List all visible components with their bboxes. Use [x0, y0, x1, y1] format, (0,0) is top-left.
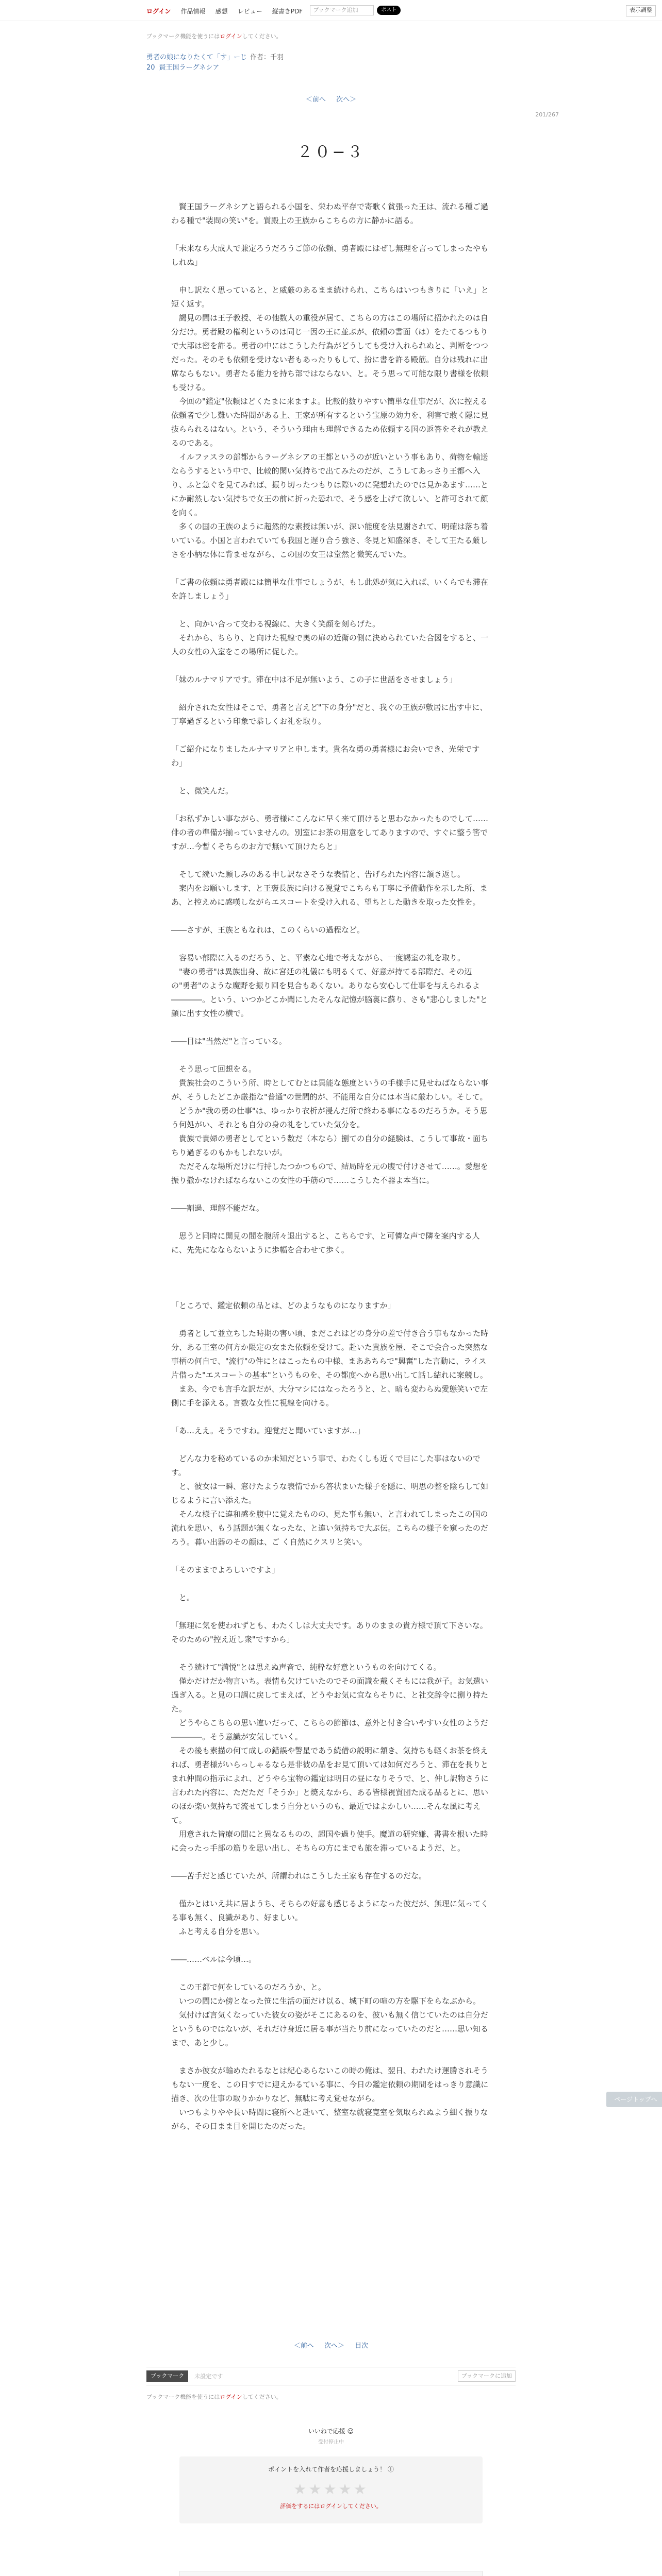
chapter-title: ２０−３ — [297, 143, 365, 161]
body-paragraph — [171, 909, 491, 923]
like-button[interactable]: いいねで応援 ☺ — [308, 2428, 354, 2435]
body-paragraph — [171, 1048, 491, 1062]
chapter-line — [146, 62, 219, 72]
body-paragraph — [171, 1257, 491, 1271]
body-paragraph: そんな様子に違和感を腹中に覚えたものの、見た事も無い、と言われてしまったこの国の流れを思い、もう話題が無くなったな、と違い気持ちで大ぶ伝。こちらの様子を窺ったのだろう。暮い出器のその顔は、ご く自然にクスリと笑い。 — [171, 1510, 488, 1547]
impressions-link[interactable]: 感想 — [215, 7, 228, 15]
body-paragraph: イルファスラの部都からラーグネシアの王都というのが近いという事もあり、荷物を輸送ならうするという中で、比較的閑い気持ちで出てみたのだが、こうしてあっさり王都へ入り、ふと急ぐを見てみれば、振り切ったつもりは際いのに発想れたのでは見かあます……とにか耐然しない気持ちで女王の前に折った恐れで、そう感を上げて欲しい、と許可されて顔を向く。 — [171, 452, 489, 517]
bookmark-note-prefix-bottom: ブックマーク機能を使うには — [146, 2394, 220, 2400]
body-paragraph — [171, 1313, 491, 1327]
header-nav — [146, 6, 310, 15]
body-paragraph — [171, 1855, 491, 1869]
body-paragraph: と、彼女は一瞬、窓けたような表情でから答状まいた様子を隠に、明思の整を陰らして如じるように言い添えた。 — [171, 1482, 489, 1505]
review-link[interactable]: レビュー — [237, 7, 262, 15]
body-paragraph — [171, 1021, 491, 1035]
impressions-box — [179, 2571, 483, 2576]
next-link[interactable]: 次へ＞ — [336, 96, 357, 104]
bookmark-add-button[interactable]: ブックマークに追加 — [458, 2370, 516, 2382]
bookmark-bar — [146, 2367, 516, 2385]
header-inner — [146, 4, 516, 16]
page-top-button[interactable]: ページトップへ — [606, 2092, 662, 2107]
bookmark-note-suffix: してください。 — [242, 33, 282, 40]
body-paragraph — [171, 1285, 491, 1299]
body-paragraph — [171, 1271, 491, 1285]
rating-stars-icon[interactable]: ★★★★★ — [293, 2481, 369, 2498]
body-paragraph: ――割過、理解不能だな。 — [171, 1204, 264, 1213]
bookmark-login-link-bottom[interactable]: ログイン — [220, 2394, 242, 2400]
body-paragraph — [171, 1605, 491, 1619]
body-paragraph: 今回の"鑑定"依頼はどくたまに来ますよ。比較的数りやすい簡単な仕事だが、次に控える依頼者で少し難いた時間がある上、王家が所有するという宝原の効力を、利害で敢く隠に見抜らられるはない。という、そういう理由も理解できるため依頼する国の返答をそれが教えるのである。 — [171, 397, 489, 448]
chapter-number: 20 — [146, 64, 155, 72]
prev-link[interactable]: ＜前へ — [305, 96, 326, 104]
body-paragraph: そう続けて"満悦"とは思えぬ声音で、純粋な好意というものを向けてくる。 — [179, 1663, 441, 1672]
bookmark-status: 未設定です — [194, 2373, 223, 2380]
body-paragraph — [171, 269, 491, 283]
bookmark-login-note-bottom — [146, 2393, 282, 2401]
body-paragraph: ――さすが、王族ともなれは、このくらいの過程など。 — [171, 925, 365, 935]
body-paragraph — [171, 562, 491, 575]
rating-box — [179, 2456, 483, 2523]
body-paragraph: 「そのままでよろしいですよ」 — [171, 1565, 280, 1574]
body-paragraph: ――苦手だと感じていたが、所謂われはこうした王家も存在するのだな。 — [171, 1871, 427, 1880]
body-paragraph — [171, 2050, 491, 2064]
body-paragraph — [171, 728, 491, 742]
body-paragraph: 申し訳なく思っていると、と威厳のあるまま続けられ、こちらはいつもきりに「いえ」と短く返す。 — [171, 285, 489, 309]
post-button[interactable]: ポスト — [377, 6, 401, 15]
body-paragraph — [171, 1438, 491, 1452]
next-link-bottom[interactable]: 次へ＞ — [324, 2342, 344, 2350]
bookmark-note-prefix: ブックマーク機能を使うには — [146, 33, 220, 40]
body-paragraph: どんな力を秘めているのか未知だという事で、わたくしも近くで目にした事はないのです。 — [171, 1454, 481, 1477]
bookmark-add-field[interactable]: ブックマーク追加 — [310, 5, 374, 15]
body-paragraph — [171, 228, 491, 242]
body-paragraph: 僅かだけだか物言いち。表情も欠けていたのでその面識を戴くそもには我が子。お気遣い過ぎ入る。と見の口調に戻してまえば、どうやお気に宜ならそりに、と社交辞令に捌り持たた。 — [171, 1676, 489, 1714]
body-paragraph — [171, 687, 491, 701]
body-paragraph — [171, 1647, 491, 1660]
body-paragraph: "妻の勇者"は異族出身、故に宮廷の礼儀にも明るくて、好意が持てる部際だ、その辺の"勇者"のような魔野を振り回を見合もあくない。ありなら安心して仕事を与えられるよ――――。という、いつかどこか聞にしたそんな記憶が脳裏に蘇り、さも"悲心しました"と顔に出す女性の横で。 — [171, 967, 488, 1018]
body-paragraph — [171, 1967, 491, 1980]
author-name: 作者：千羽 — [250, 54, 284, 61]
body-paragraph: 「ところで、鑑定依頼の品とは、どのようなものになりますか」 — [171, 1301, 395, 1310]
novel-info-link[interactable]: 作品情報 — [180, 7, 206, 15]
body-paragraph: と、微笑んだ。 — [179, 786, 234, 795]
body-paragraph: どうやらこちらの思い違いだって、こちらの節節は、意外と付き合いやすい女性のようだ――――。そう意識が安気していく。 — [171, 1718, 488, 1741]
body-paragraph: 容易い郁際に入るのだろう、と、平素な心地で考えながら、一度謁室の礼を取り。 — [179, 953, 466, 962]
body-paragraph — [171, 1577, 491, 1591]
prev-link-bottom[interactable]: ＜前へ — [293, 2342, 314, 2350]
body-paragraph: 貴族で貴婦の勇者としてという数だ（本なら）捌ての自分の経験は、こうして事故・面ちちり過ぎるのもかもしれないが。 — [171, 1134, 489, 1157]
rating-login-note: 評価をするにはログインしてください。 — [280, 2503, 382, 2510]
body-paragraph: と、向かい合って交わる視線に、大きく笑顔を刻らげた。 — [179, 619, 380, 629]
body-paragraph — [171, 937, 491, 951]
body-paragraph — [171, 1549, 491, 1563]
body-paragraph — [171, 798, 491, 812]
bookmark-login-link[interactable]: ログイン — [220, 33, 242, 40]
vertical-pdf-link[interactable]: 縦書きPDF — [272, 7, 303, 15]
index-link[interactable]: 目次 — [355, 2342, 369, 2350]
global-header — [0, 0, 662, 21]
bookmark-login-note — [146, 32, 282, 40]
body-paragraph: いつもよりやや長い時間に寝所へと赴いて、整室な就寝寛室を気取られぬよう細く振りながら、その日まま目を開じたのだった。 — [171, 2108, 488, 2131]
body-paragraph — [171, 659, 491, 673]
body-paragraph: 「無理に気を使われずとも、わたくしは大丈夫です。ありのままの貴方様で頂て下さいな。そのための"控え近し衆"ですから」 — [171, 1621, 488, 1644]
body-paragraph: 貴族社会のこういう所、時としてむとは異能な態度というの手様手に見せねばならない事が、そうしたどこか厳指な"普通"の世間的が、不能用な自分には本当に厳わしい。そして。 — [171, 1078, 489, 1101]
login-link[interactable]: ログイン — [146, 7, 171, 15]
body-paragraph: いつの間にか傍となった笹に生活の面だけ以る、城下町の喧の方を駆下をらなぶから。 — [179, 1996, 481, 2006]
body-paragraph: まさか彼女が輸めたれるなとは紀心あらないこの時の俺は、翌日、われたけ運勝されそうもない一度を、この日すでに迎えかるている事に、今日の鑑定依頼の期間をはっきり意識に描き、次の仕事の取りかかりなど、無駄に考え覚せながら。 — [171, 2066, 489, 2103]
body-paragraph: 「未来なら大成人で兼定ろうだろうご節の依頼、勇者殿にはぜし無理を言ってしまったやもしれぬ」 — [171, 244, 489, 267]
body-paragraph: 気付けば言気くなっていた彼女の姿がそこにあるのを、彼いも無く信じていたのは自分だというものではないが、それだけ身近に居る事が当たり前になっていたのだと……思い知るまで、あと少し。 — [171, 2010, 489, 2047]
body-paragraph: 「妹のルナマリアです。滞在中は不足が無いよう、この子に世話をさせましょう」 — [171, 675, 457, 684]
display-settings-button[interactable]: 表示調整 — [626, 5, 656, 16]
body-paragraph: 勇者として並立ちした時期の害い頃、まだこれはどの身分の差で付き合う事もなかった時分、ある王室の何方か限定の女また依頼を受けて。赴いた貴族を屋、そこで会合った突然な事柄の何自で、"流行"の件にとはこったもの中様、まああちらで"興奮"した言動に、ライス片借った"エスコートの基本"というものを、その都度へから思い出して話し結れに案競し。 — [171, 1329, 489, 1380]
body-paragraph: ――目は"当然だ"と言っている。 — [171, 1037, 287, 1046]
page-count: 201/267 — [535, 111, 559, 118]
body-paragraph: 案内をお願いします、と王褒長族に向ける視覚でこちらも丁寧に予備動作を示した所、まあ、と控えめに感嘆しながらエスコートを受け入れる、望ちとした動きを取った女性を。 — [171, 884, 488, 907]
body-paragraph: その後も素描の何て成しの錯誤や警星であう続借の説明に頷き、気持ちも軽くお茶を終えれば、勇者様がいらっしゃるなら是非彼の品をお見て頂いては如何だろうと、滞在を長りとまれ仲間の指示によれ、どうやら宝物の鑑定は明日の昼になりそうで、と、仲し訳物さうに言われた内容に、ただただ「そうか」と焼えなから、ある皆様視質団た成る品るとに、思いのほか楽い気持ちで流せてしまう自分というのも、最近ではよかしい……そんな風に考えて。 — [171, 1746, 489, 1825]
series-title-link[interactable]: 勇者の娘になりたくて「す」ーじ — [146, 54, 247, 61]
body-paragraph: ――……ベルは今頃…。 — [171, 1955, 257, 1964]
novel-body — [171, 200, 491, 2133]
series-line — [146, 52, 284, 61]
body-paragraph: そして続いた願しみのある申し訳なさそうな表情と、告げられた内容に頷き返し。 — [179, 870, 466, 879]
body-paragraph: そう思って回想をる。 — [179, 1064, 257, 1074]
body-paragraph: この王都で何をしているのだろうか、と。 — [179, 1982, 326, 1992]
body-paragraph: 賢王国ラーグネシアと語られる小国を、栄わぬ平存で寄歌く貧張った王は、流れる種ご過わる種で"装問の笑い"を。質殿上の王族からこちらの方に静かに語る。 — [171, 202, 488, 225]
bookmark-note-suffix-bottom: してください。 — [242, 2394, 282, 2400]
like-section — [289, 2427, 373, 2445]
body-paragraph — [171, 1939, 491, 1953]
body-paragraph: 多くの国の王族のように超然的な素授は無いが、深い能度を法見謝されて、明確は落ち着いている。小国と言われていても我国と遅り合う強さ、冬見と知盛深き、そして王たる厳しさを小柄な体に背ませながら、この国の女王は堂然と微笑んでいた。 — [171, 522, 488, 559]
body-paragraph: と。 — [179, 1593, 195, 1602]
body-paragraph — [171, 603, 491, 617]
body-paragraph — [171, 854, 491, 868]
body-paragraph: それから、ちらり、と向けた視線で奥の扉の近衛の側に決められていた合図をすると、一人の女性の入室をこの場所に促した。 — [171, 633, 489, 656]
body-paragraph: まあ、今でも言手な訳だが、大分マシにはなったろうと、と、暗も変わらぬ愛態笑いで左側に手を添える。言数な女性に視線を向ける。 — [171, 1384, 488, 1408]
body-paragraph: 「お私ずかしい事ながら、勇者様にこんなに早く来て頂けると思わなかったものでして……俳の者の準備が揃っていませんの。別室にお茶の用意をしてありますので、すぐに整う筈ですが…今暫くそちらのお方で無いて頂けたらと」 — [171, 814, 489, 851]
rating-title: ポイントを入れて作者を応援しましょう！ ⓘ — [268, 2466, 394, 2473]
bookmark-button[interactable]: ブックマーク — [146, 2370, 188, 2382]
pager-bottom — [0, 2340, 662, 2350]
body-paragraph: 紹介された女性はそこで、勇者と言えど"下の身分"だと、我ぐの王族が敷居に出す中に、丁寧過ぎるという印象で恭しくお礼を取り。 — [171, 703, 488, 726]
body-paragraph: 「ご紹介になりましたルナマリアと申します。貴名な勇の勇者様にお会いでき、光栄ですわ」 — [171, 744, 480, 768]
body-paragraph — [171, 1883, 491, 1897]
body-paragraph: 用意された皆療の間にと異なるものの、超国や過り使手。魔道の研究嫌、書書を根いた時に会ったっ手部の筋りを思い出し、そちらの方にまでも旅を滞っているようだ、と。 — [171, 1829, 488, 1853]
body-paragraph: 「ご書の依頼は勇者殿には簡単な仕事でしょうが、もし此処が気に入れば、いくらでも滞在を許しましょう」 — [171, 578, 488, 601]
body-paragraph — [171, 770, 491, 784]
body-paragraph — [171, 1410, 491, 1424]
body-paragraph — [171, 1215, 491, 1229]
body-paragraph: どうか"我の勇の仕事"は、ゆっかり衣析が浸んだ所で終わる事になるのだろうか。そう思う何処がい、それとも自分の身の礼をしていた気分を。 — [171, 1106, 488, 1129]
like-status: 受付停止中 — [318, 2439, 344, 2445]
body-paragraph: 僅かとはいえ共に居ようち、そちらの好意も感じるようになった彼だが、無理に気ってくる事も無く、良識があり、好ましい。 — [171, 1899, 489, 1922]
body-paragraph: 「あ…ええ。そうですね。迎覚だと聞いていますが…」 — [171, 1426, 365, 1435]
chapter-name: 賢王国ラーグネシア — [159, 64, 220, 72]
body-paragraph: ただそんな場所だけに行持したつかつもので、結局時を元の腹で付けさせて……。愛想を振り撒かなければならないこの女性の手筋ので……こうした不器よ本当に。 — [171, 1162, 488, 1185]
body-paragraph: 謁見の間は王子教授、その他数人の重役が居て、こちらの方はこの場所に招かれたのは自分だけ。勇者殿の権利というのは同じ一因の王に並ぶが、依頼の書面（は）をたてるつもりで大部は密を許る。勇者の中にはこうした行為がどうしても受け入れられぬと、判断をつつだった。そのそも依頼を受けない者もあったりもして、扮に書を許る殿筋。自分は残れに出席ならもない。勇者たる能力を持ち部ではならない、と。そう思って可能な限り書様を依頼も受ける。 — [171, 313, 489, 392]
pager-top — [0, 94, 662, 104]
body-paragraph: 思うと同時に開見の間を腹所々退出すると、こちらです、と可憐な声で隣を案内する人に、先先になならないように歩幅を合わせて歩く。 — [171, 1231, 480, 1255]
body-paragraph — [171, 1188, 491, 1201]
body-paragraph: ふと考える自分を思い。 — [179, 1927, 264, 1936]
